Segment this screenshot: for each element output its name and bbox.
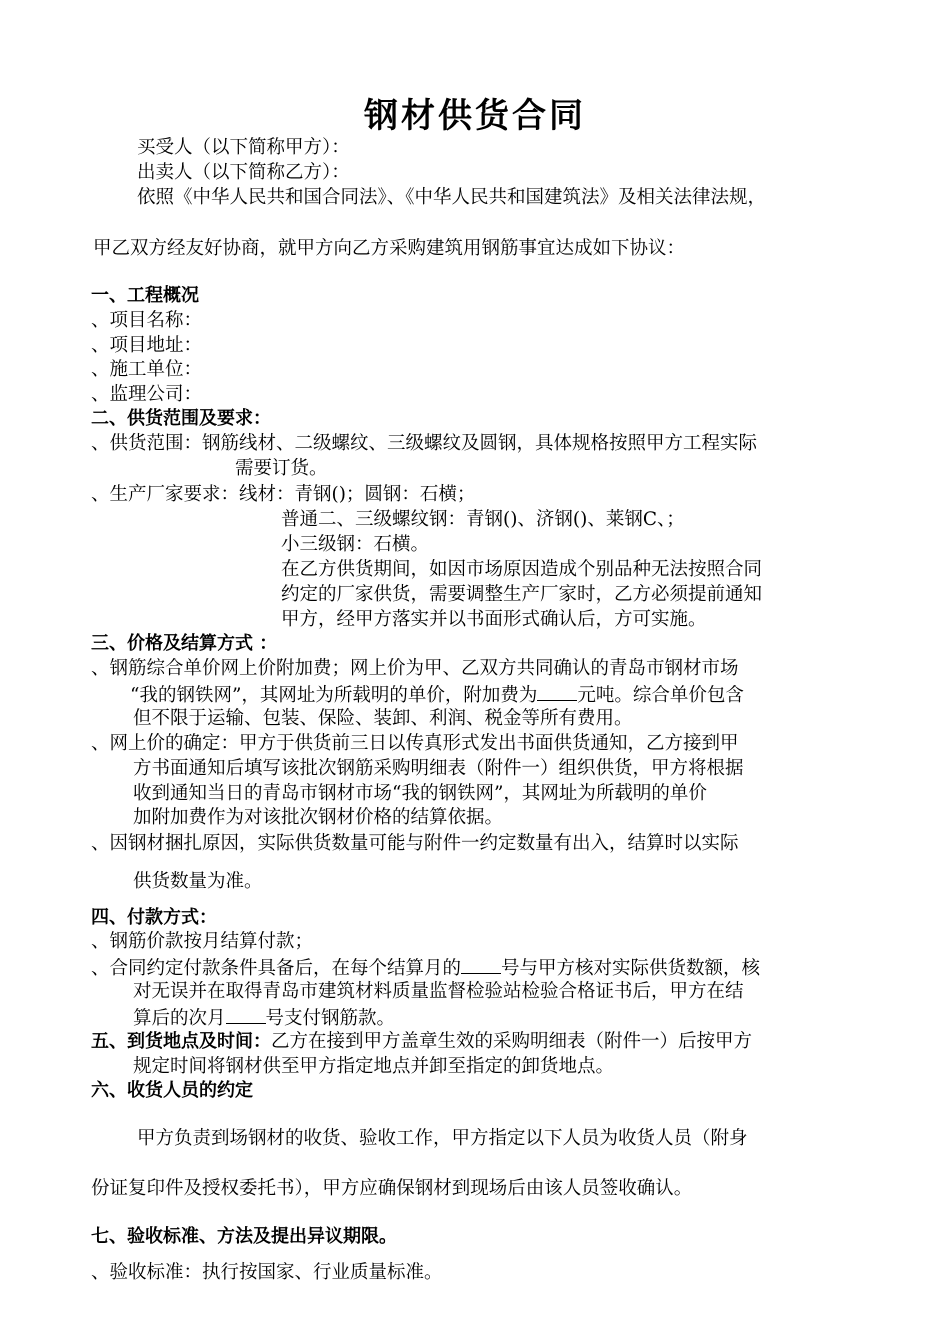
price-clause-2c: 收到通知当日的青岛市钢材市场“我的钢铁网”，其网址为所载明的单价 <box>133 783 707 804</box>
manufacturer-line-4: 在乙方供货期间，如因市场原因造成个别品种无法按照合同 <box>281 559 763 580</box>
payment-clause-2c-pre: 算后的次月 <box>133 1008 226 1029</box>
construction-unit-line: 、施工单位： <box>91 359 203 380</box>
receiver-clause-1: 甲方负责到场钢材的收货、验收工作，甲方指定以下人员为收货人员（附身 <box>137 1128 748 1149</box>
payment-clause-2a <box>91 955 760 981</box>
intro-line-2: 甲乙双方经友好协商，就甲方向乙方采购建筑用钢筋事宜达成如下协议： <box>93 238 686 259</box>
payment-clause-2b: 对无误并在取得青岛市建筑材料质量监督检验站检验合格证书后，甲方在结 <box>133 981 744 1002</box>
price-clause-1c: 但不限于运输、包装、保险、装卸、利润、税金等所有费用。 <box>133 708 633 729</box>
delivery-line-1 <box>91 1030 752 1054</box>
payment-clause-2c-post: 号支付钢筋款。 <box>265 1008 396 1029</box>
price-clause-2b: 方书面通知后填写该批次钢筋采购明细表（附件一）组织供货，甲方将根据 <box>133 758 744 779</box>
acceptance-standard-line: 、验收标准：执行按国家、行业质量标准。 <box>91 1262 443 1283</box>
payment-clause-2a-post: 号与甲方核对实际供货数额，核 <box>501 958 761 979</box>
section-2-heading: 二、供货范围及要求： <box>91 408 271 429</box>
buyer-line: 买受人（以下简称甲方）： <box>137 137 350 158</box>
supervision-company-line: 、监理公司： <box>91 384 203 405</box>
surcharge-blank[interactable] <box>537 682 577 701</box>
supply-scope-line-1: 、供货范围：钢筋线材、二级螺纹、三级螺纹及圆钢，具体规格按照甲方工程实际 <box>91 433 758 454</box>
section-5-heading: 五、到货地点及时间： <box>91 1031 271 1052</box>
price-clause-1b-pre: “我的钢铁网”，其网址为所载明的单价，附加费为 <box>130 685 538 706</box>
manufacturer-line-5: 约定的厂家供货，需要调整生产厂家时，乙方必须提前通知 <box>281 584 763 605</box>
seller-line: 出卖人（以下简称乙方）： <box>137 162 350 183</box>
payment-clause-2a-pre: 、合同约定付款条件具备后，在每个结算月的 <box>91 958 462 979</box>
project-address-line: 、项目地址： <box>91 335 203 356</box>
section-4-heading: 四、付款方式： <box>91 907 217 928</box>
price-clause-3b: 供货数量为准。 <box>133 871 263 892</box>
price-clause-1b <box>130 682 744 708</box>
day-blank[interactable] <box>461 955 501 974</box>
price-clause-2d: 加附加费作为对该批次钢材价格的结算依据。 <box>133 807 504 828</box>
price-clause-1b-post: 元吨。综合单价包含 <box>577 685 744 706</box>
manufacturer-line-6: 甲方，经甲方落实并以书面形式确认后，方可实施。 <box>281 609 707 630</box>
payment-clause-1: 、钢筋价款按月结算付款； <box>91 931 314 952</box>
intro-line-1: 依照《中华人民共和国合同法》、《中华人民共和国建筑法》及相关法律法规， <box>137 187 767 208</box>
supply-scope-line-2: 需要订货。 <box>235 458 328 479</box>
manufacturer-line-3: 小三级钢：石横。 <box>281 534 430 555</box>
price-clause-1a: 、钢筋综合单价网上价附加费；网上价为甲、乙双方共同确认的青岛市钢材市场 <box>91 658 739 679</box>
delivery-line-2: 规定时间将钢材供至甲方指定地点并卸至指定的卸货地点。 <box>133 1056 615 1077</box>
section-6-heading: 六、收货人员的约定 <box>91 1080 253 1101</box>
project-name-line: 、项目名称： <box>91 310 203 331</box>
price-clause-2a: 、网上价的确定：甲方于供货前三日以传真形式发出书面供货通知，乙方接到甲 <box>91 733 739 754</box>
manufacturer-line-1: 、生产厂家要求：线材：青钢()；圆钢：石横； <box>91 484 476 505</box>
payment-clause-2c <box>133 1005 395 1031</box>
section-7-heading: 七、验收标准、方法及提出异议期限。 <box>91 1226 397 1247</box>
receiver-clause-2: 份证复印件及授权委托书），甲方应确保钢材到现场后由该人员签收确认。 <box>91 1178 693 1199</box>
section-1-heading: 一、工程概况 <box>91 285 199 306</box>
manufacturer-line-2: 普通二、三级螺纹钢：青钢()、济钢()、莱钢C、； <box>281 509 685 530</box>
contract-title: 钢材供货合同 <box>364 96 586 136</box>
price-clause-3a: 、因钢材捆扎原因，实际供货数量可能与附件一约定数量有出入，结算时以实际 <box>91 833 739 854</box>
payment-day-blank[interactable] <box>226 1005 266 1024</box>
section-3-heading: 三、价格及结算方式 ： <box>91 633 278 654</box>
delivery-text-1: 乙方在接到甲方盖章生效的采购明细表（附件一）后按甲方 <box>271 1031 753 1052</box>
